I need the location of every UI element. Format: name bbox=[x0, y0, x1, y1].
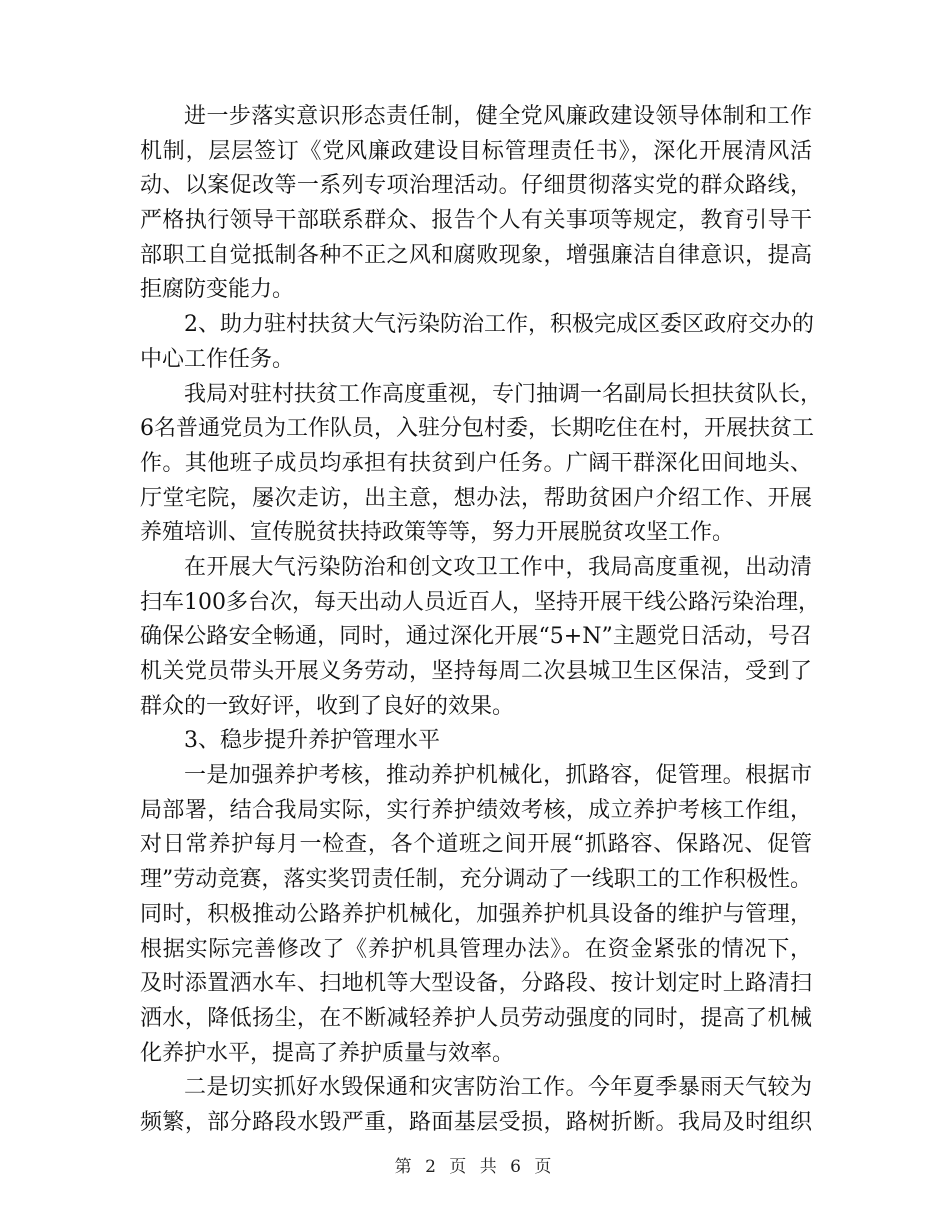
text-line: 及时添置洒水车、扫地机等大型设备，分路段、按计划定时上路清扫 bbox=[140, 971, 812, 997]
text-line: 3、稳步提升养护管理水平 bbox=[184, 728, 440, 754]
page-footer: 第 2 页 共 6 页 bbox=[394, 1157, 556, 1177]
text-line: 严格执行领导干部联系群众、报告个人有关事项等规定，教育引导干 bbox=[140, 208, 812, 234]
text-line: 一是加强养护考核，推动养护机械化，抓路容，促管理。根据市 bbox=[184, 763, 812, 789]
text-line: 动、以案促改等一系列专项治理活动。仔细贯彻落实党的群众路线， bbox=[140, 173, 812, 199]
text-line: 同时，积极推动公路养护机械化，加强养护机具设备的维护与管理， bbox=[140, 901, 812, 927]
text-line: 2、助力驻村扶贫大气污染防治工作，积极完成区委区政府交办的 bbox=[184, 312, 814, 338]
text-line: 群众的一致好评，收到了良好的效果。 bbox=[140, 693, 515, 719]
text-line: 确保公路安全畅通，同时，通过深化开展“5+N”主题党日活动，号召 bbox=[140, 624, 812, 650]
text-line: 作。其他班子成员均承担有扶贫到户任务。广阔干群深化田间地头、 bbox=[140, 450, 812, 476]
text-line: 理”劳动竞赛，落实奖罚责任制，充分调动了一线职工的工作积极性。 bbox=[140, 867, 812, 893]
text-line: 局部署，结合我局实际，实行养护绩效考核，成立养护考核工作组， bbox=[140, 797, 812, 823]
text-line: 对日常养护每月一检查，各个道班之间开展“抓路容、保路况、促管 bbox=[140, 832, 812, 858]
text-line: 中心工作任务。 bbox=[140, 346, 295, 372]
text-line: 化养护水平，提高了养护质量与效率。 bbox=[140, 1040, 515, 1066]
text-line: 机关党员带头开展义务劳动，坚持每周二次县城卫生区保洁，受到了 bbox=[140, 659, 812, 684]
text-line: 频繁，部分路段水毁严重，路面基层受损，路树折断。我局及时组织 bbox=[140, 1109, 812, 1135]
document-body bbox=[140, 100, 823, 1141]
text-line: 根据实际完善修改了《养护机具管理办法》。在资金紧张的情况下， bbox=[140, 936, 812, 962]
text-line: 厅堂宅院，屡次走访，出主意，想办法，帮助贫困户介绍工作、开展 bbox=[140, 485, 812, 511]
text-line: 6名普通党员为工作队员，入驻分包村委，长期吃住在村，开展扶贫工 bbox=[140, 416, 814, 442]
text-line: 部职工自觉抵制各种不正之风和腐败现象，增强廉洁自律意识，提高 bbox=[140, 242, 812, 268]
text-line: 我局对驻村扶贫工作高度重视，专门抽调一名副局长担扶贫队长， bbox=[184, 381, 823, 407]
text-line: 机制，层层签订《党风廉政建设目标管理责任书》，深化开展清风活 bbox=[140, 138, 812, 164]
text-line: 养殖培训、宣传脱贫扶持政策等等，努力开展脱贫攻坚工作。 bbox=[140, 520, 735, 546]
text-line: 拒腐防变能力。 bbox=[140, 277, 295, 303]
text-line: 扫车100多台次，每天出动人员近百人，坚持开展干线公路污染治理， bbox=[140, 589, 820, 615]
text-line: 二是切实抓好水毁保通和灾害防治工作。今年夏季暴雨天气较为 bbox=[184, 1075, 812, 1101]
text-line: 在开展大气污染防治和创文攻卫工作中，我局高度重视，出动清 bbox=[184, 554, 812, 580]
text-line: 洒水，降低扬尘，在不断减轻养护人员劳动强度的同时，提高了机械 bbox=[140, 1005, 812, 1031]
text-line: 进一步落实意识形态责任制，健全党风廉政建设领导体制和工作 bbox=[184, 104, 812, 129]
